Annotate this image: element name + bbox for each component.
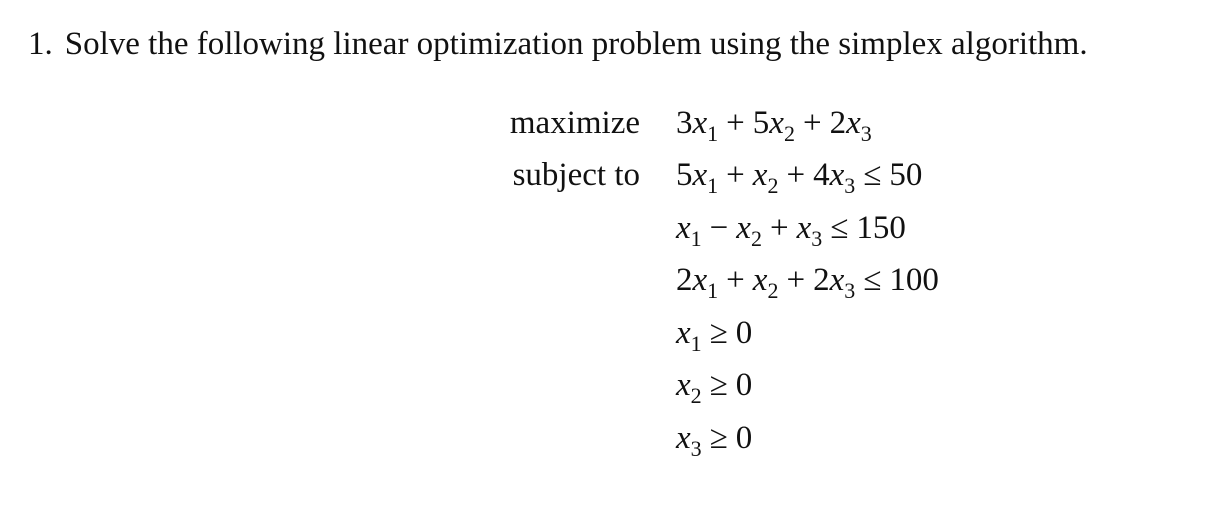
term bbox=[752, 262, 779, 303]
operator: − bbox=[709, 209, 729, 246]
variable: x bbox=[692, 105, 708, 141]
variable: x bbox=[796, 209, 812, 246]
subscript: 1 bbox=[707, 173, 719, 198]
operator: ≥ bbox=[709, 314, 728, 351]
term bbox=[676, 262, 719, 303]
coefficient: 5 bbox=[752, 105, 770, 141]
subscript: 3 bbox=[860, 121, 872, 146]
subscript: 2 bbox=[750, 225, 762, 251]
term bbox=[796, 209, 823, 251]
constraint-row bbox=[0, 360, 1224, 410]
coefficient: 3 bbox=[676, 105, 693, 141]
problem-statement bbox=[28, 20, 1088, 68]
objective-expression bbox=[676, 98, 872, 151]
objective-row bbox=[0, 98, 1224, 148]
constant: 0 bbox=[735, 314, 753, 351]
variable: x bbox=[769, 105, 784, 141]
constant: 0 bbox=[735, 367, 753, 403]
operator: + bbox=[726, 157, 745, 193]
variable: x bbox=[692, 157, 708, 193]
variable: x bbox=[692, 262, 708, 298]
subscript: 1 bbox=[707, 121, 719, 146]
term bbox=[676, 105, 719, 146]
term bbox=[736, 209, 762, 251]
subscript: 2 bbox=[783, 121, 795, 146]
coefficient: 5 bbox=[676, 157, 693, 193]
constant: 0 bbox=[735, 419, 753, 456]
constant: 150 bbox=[856, 209, 906, 246]
operator: ≥ bbox=[709, 367, 728, 403]
operator: ≤ bbox=[830, 209, 849, 246]
operator: ≤ bbox=[863, 262, 882, 298]
constraint-label: subject to bbox=[512, 157, 640, 193]
constraint-expression bbox=[676, 360, 752, 413]
subscript: 2 bbox=[767, 278, 779, 303]
constant: 100 bbox=[889, 262, 939, 298]
term bbox=[813, 262, 856, 303]
constraint-row bbox=[0, 203, 1224, 253]
term bbox=[676, 314, 702, 356]
variable: x bbox=[676, 367, 691, 403]
objective-label: maximize bbox=[509, 105, 640, 141]
term bbox=[813, 157, 856, 198]
variable: x bbox=[676, 314, 691, 351]
term bbox=[752, 157, 779, 198]
linear-program bbox=[0, 98, 1224, 478]
subscript: 3 bbox=[844, 173, 856, 198]
constraint-row bbox=[0, 308, 1224, 358]
problem-text: Solve the following linear optimization problem using the simplex algorithm. bbox=[64, 26, 1088, 62]
subscript: 3 bbox=[844, 278, 856, 303]
operator: + bbox=[769, 209, 789, 246]
variable: x bbox=[676, 419, 691, 456]
term bbox=[829, 105, 872, 146]
coefficient: 2 bbox=[813, 262, 830, 298]
term bbox=[676, 157, 719, 198]
variable: x bbox=[676, 209, 691, 246]
variable: x bbox=[752, 157, 768, 193]
constraint-expression bbox=[676, 150, 922, 203]
operator: + bbox=[726, 105, 745, 141]
problem-number: 1. bbox=[28, 26, 53, 62]
operator: + bbox=[786, 262, 806, 298]
operator: + bbox=[726, 262, 745, 298]
term bbox=[752, 105, 795, 146]
constraint-row bbox=[0, 150, 1224, 200]
subscript: 1 bbox=[690, 330, 702, 356]
subscript: 1 bbox=[707, 278, 719, 303]
subscript: 2 bbox=[690, 383, 702, 408]
constraint-expression bbox=[676, 203, 906, 256]
constraint-expression bbox=[676, 413, 752, 466]
term bbox=[676, 209, 702, 251]
subscript: 1 bbox=[690, 225, 702, 251]
coefficient: 2 bbox=[829, 105, 847, 141]
variable: x bbox=[829, 157, 845, 193]
term bbox=[676, 419, 702, 461]
operator: ≤ bbox=[863, 157, 882, 193]
operator: + bbox=[786, 157, 806, 193]
constraint-expression bbox=[676, 255, 939, 308]
operator: ≥ bbox=[709, 419, 728, 456]
operator: + bbox=[802, 105, 822, 141]
variable: x bbox=[752, 262, 768, 298]
subscript: 2 bbox=[767, 173, 779, 198]
coefficient: 2 bbox=[676, 262, 693, 298]
coefficient: 4 bbox=[813, 157, 830, 193]
constant: 50 bbox=[889, 157, 923, 193]
variable: x bbox=[829, 262, 845, 298]
variable: x bbox=[846, 105, 861, 141]
constraint-expression bbox=[676, 308, 752, 361]
term bbox=[676, 367, 702, 408]
subscript: 3 bbox=[811, 225, 823, 251]
constraint-row bbox=[0, 413, 1224, 463]
variable: x bbox=[736, 209, 751, 246]
subscript: 3 bbox=[690, 435, 702, 461]
constraint-row bbox=[0, 255, 1224, 305]
